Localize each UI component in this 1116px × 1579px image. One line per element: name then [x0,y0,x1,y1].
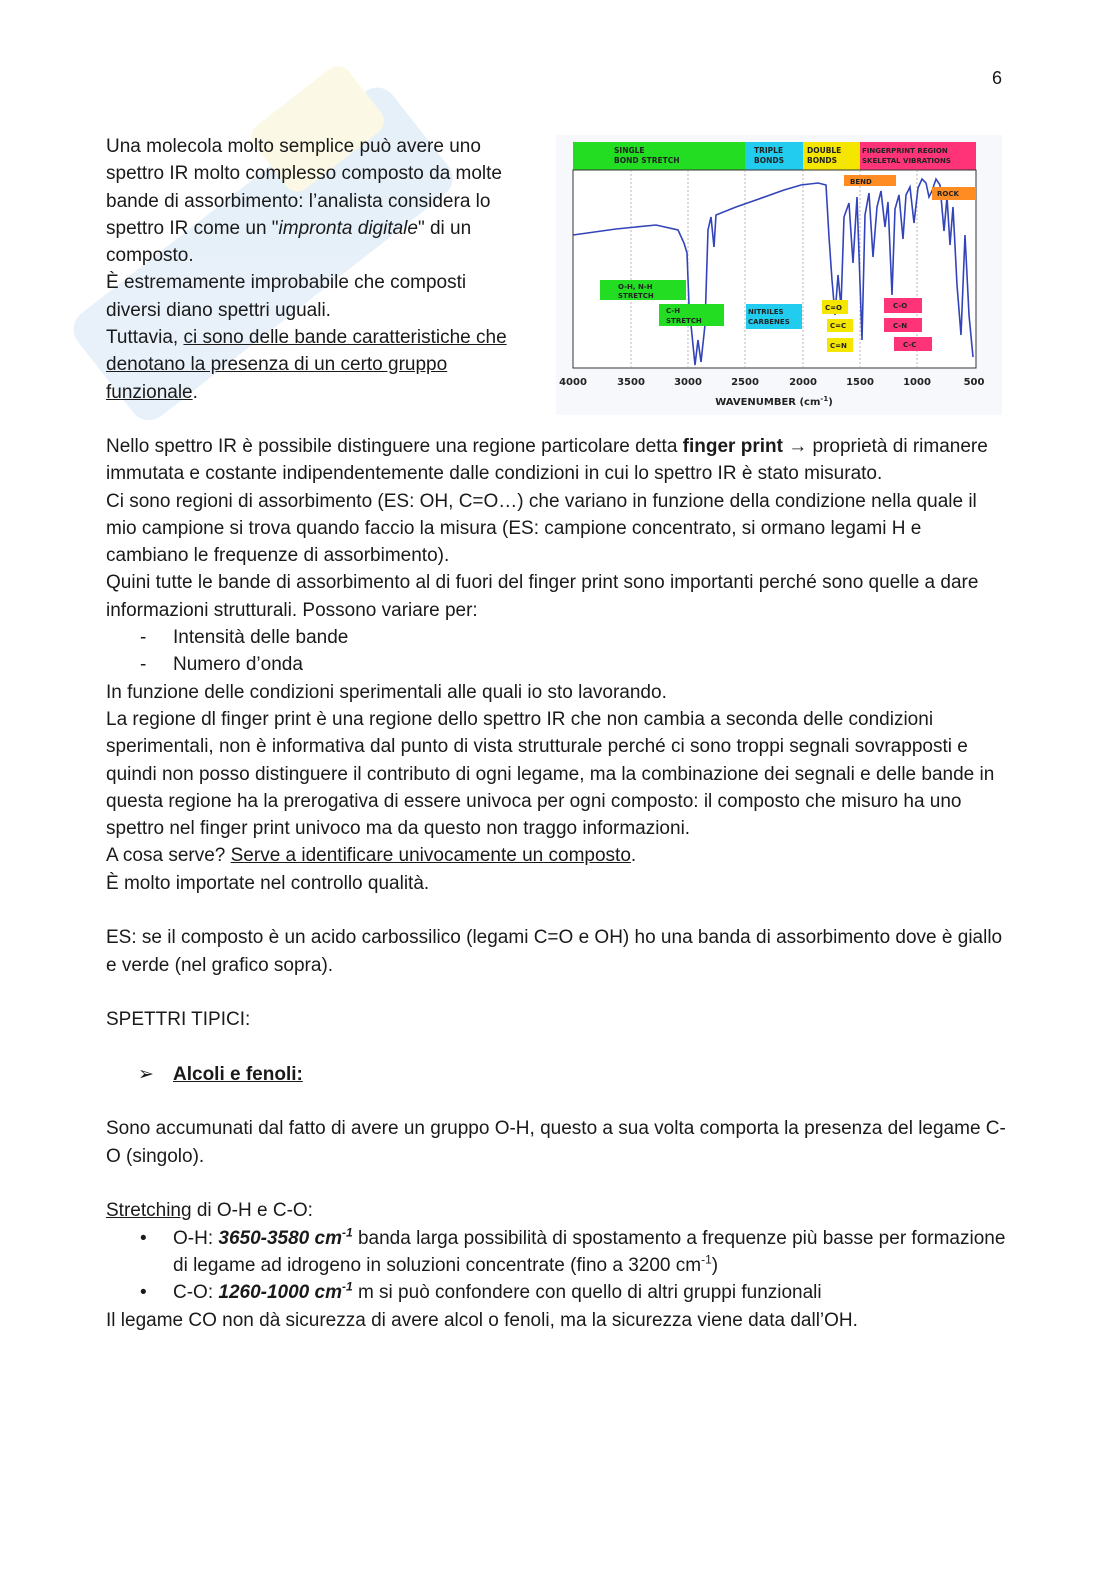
finger-print-term: finger print [682,436,783,457]
x-axis-title: WAVENUMBER $(cm^{-1})$ [715,395,833,408]
paragraph: A cosa serve? Serve a identificare univocamente un composto. [106,845,637,867]
section-heading: ➢ Alcoli e fenoli: [106,1061,1006,1088]
list-item: - Intensità delle bande [106,624,1006,651]
list-item: - Numero d’onda [106,651,1006,678]
region-label-finger-1: FINGERPRINT REGION [862,147,948,155]
x-tick-label: 1500 [846,377,874,388]
x-tick-label: 1000 [903,377,931,388]
intro-paragraph: Una molecola molto semplice può avere uno spettro IR molto complesso composto da molte bande di assorbimento: l’analista considera lo spettro IR come un "impronta digitale" di un composto. [106,136,503,267]
paragraph-finger-print: Nello spettro IR è possibile distinguere una regione particolare detta finger print → proprietà di rimanere immutata e costante indipendentemente dalle condizioni in cui lo spettro IR è stato misurato. [106,436,988,485]
label-ch-2: STRETCH [666,317,702,325]
x-tick-label: 2500 [731,377,759,388]
paragraph: La regione dl finger print è una regione dello spettro IR che non cambia a seconda delle condizioni sperimentali, non è informativa dal punto di vista strutturale perché ci sono troppi segnali sovrapposti e quindi non posso distinguere il contributo di ogni legame, ma la combinazione dei segnali e delle bande in questa regione ha la prerogativa di essere univoca per ogni composto: il composto che misuro ha uno spettro nel finger print univoco ma da questo non traggo informazioni. [106,708,995,840]
paragraph: Ci sono regioni di assorbimento (ES: OH, C=O…) che variano in funzione della condizione nella quale il mio campione si trova quando faccio la misura (ES: campione concentrato, si ormano legami H e cambiano le frequenze di assorbimento). [106,490,977,567]
paragraph: Quini tutte le bande di assorbimento al di fuori del finger print sono importanti perché sono quelle a dare informazioni strutturali. Possono variare per: [106,572,979,621]
region-label-single-1: SINGLE [614,146,645,155]
paragraph: Stretching di O-H e C-O: [106,1200,313,1222]
list-item: • O-H: 3650-3580 $cm^{-1}$ banda larga possibilità di spostamento a frequenze più basse per formazione di legame ad idrogeno in soluzioni concentrate (fino a 3200 $cm^{-1}$) [106,1225,1006,1280]
arrow-bullet-icon: ➢ [138,1063,154,1085]
region-label-finger-2: SKELETAL VIBRATIONS [862,157,951,165]
region-label-double-1: DOUBLE [807,146,842,155]
label-c-double-o: C=O [825,304,842,312]
label-oh-nh-2: STRETCH [618,292,654,300]
label-nitriles-1: NITRILES [748,308,784,316]
section-label: SPETTRI TIPICI: [106,1009,251,1031]
label-oh-nh-1: O-H, N-H [618,283,653,291]
intro-paragraph: Tuttavia, ci sono delle bande caratteristiche che denotano la presenza di un certo gruppo funzionale. [106,327,507,403]
label-c-n: C-N [893,322,908,330]
label-c-double-n: C=N [830,342,847,350]
list-item: • C-O: 1260-1000 $cm^{-1}$ m si può confondere con quello di altri gruppi funzionali [106,1279,1006,1306]
region-label-triple-1: TRIPLE [754,146,784,155]
x-tick-label: 3500 [617,377,645,388]
stretching-list [106,1225,1006,1307]
intro-paragraph: È estremamente improbabile che composti diversi diano spettri uguali. [106,272,467,321]
intro-text [106,133,526,406]
label-c-c: C-C [903,341,917,349]
paragraph: Sono accumunati dal fatto di avere un gruppo O-H, questo a sua volta comporta la presenza del legame C-O (singolo). [106,1118,1006,1167]
region-label-double-2: BONDS [807,156,837,165]
label-c-o: C-O [893,302,908,310]
paragraph: In funzione delle condizioni sperimentali alle quali io sto lavorando. [106,681,667,703]
region-label-triple-2: BONDS [754,156,784,165]
paragraph: ES: se il composto è un acido carbossilico (legami C=O e OH) ho una banda di assorbimento dove è giallo e verde (nel grafico sopra). [106,927,1003,976]
label-rock: ROCK [937,190,959,198]
page-number: 6 [992,68,1003,88]
variation-list [106,624,1006,679]
x-tick-label: 3000 [674,377,702,388]
label-nitriles-2: CARBENES [748,318,790,326]
label-c-double-c: C=C [830,322,847,330]
ir-spectrum-figure [556,135,1002,415]
main-text [106,433,1006,1334]
arrow-icon: → [788,436,808,457]
paragraph: Il legame CO non dà sicurezza di avere alcol o fenoli, ma la sicurezza viene data dall’OH. [106,1309,858,1331]
region-label-single-2: BOND STRETCH [614,156,680,165]
label-bend: BEND [850,178,872,186]
paragraph: È molto importate nel controllo qualità. [106,872,430,894]
x-tick-label: 4000 [559,377,587,388]
x-tick-label: 500 [963,377,985,388]
x-tick-label: 2000 [789,377,817,388]
label-ch-1: C-H [666,307,681,315]
